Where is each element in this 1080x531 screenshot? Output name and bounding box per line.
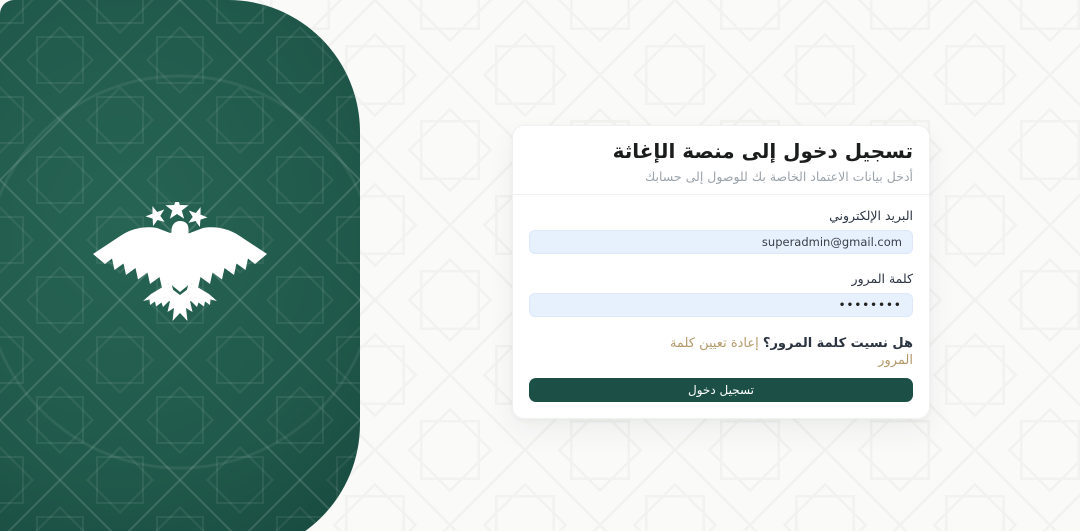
login-form: [513, 195, 929, 418]
forgot-password-text: [661, 336, 913, 369]
password-input[interactable]: [529, 293, 913, 317]
brand-panel: [0, 0, 360, 531]
email-field: [529, 207, 913, 254]
eagle-logo: [85, 202, 275, 330]
reset-password-link[interactable]: إعادة تعيين كلمة المرور: [669, 336, 913, 368]
login-card: [512, 125, 930, 419]
forgot-password-question: هل نسيت كلمة المرور؟: [762, 336, 913, 351]
email-input[interactable]: [529, 230, 913, 254]
password-field-label: كلمة المرور: [851, 271, 913, 286]
login-button[interactable]: تسجيل دخول: [529, 378, 913, 402]
page-title: تسجيل دخول إلى منصة الإغاثة: [612, 139, 913, 163]
page-subtitle: أدخل بيانات الاعتماد الخاصة بك للوصول إلى حسابك: [644, 169, 913, 184]
card-header: [513, 126, 929, 194]
email-field-label: البريد الإلكتروني: [829, 208, 913, 223]
password-field: [529, 270, 913, 317]
